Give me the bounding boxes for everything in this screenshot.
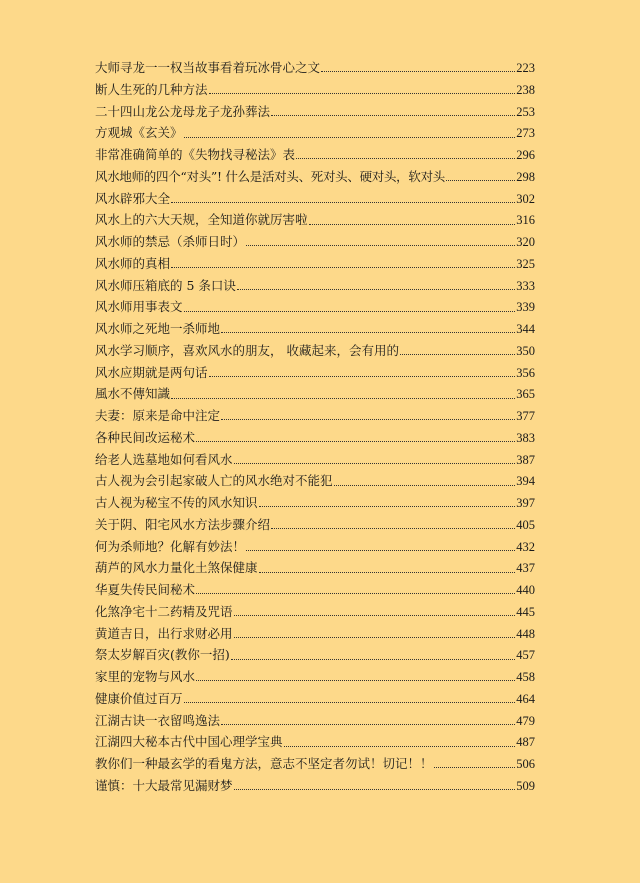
toc-entry-title: 古人视为会引起家破人亡的风水绝对不能犯 — [95, 473, 333, 489]
toc-entry[interactable] — [95, 275, 535, 297]
toc-entry[interactable] — [95, 470, 535, 492]
dot-leader — [234, 789, 516, 790]
toc-entry[interactable] — [95, 318, 535, 340]
toc-entry-title: 風水不傳知識 — [95, 386, 171, 402]
dot-leader — [196, 593, 515, 594]
toc-entry-title: 祭太岁解百灾(教你一招) — [95, 647, 230, 663]
toc-entry[interactable] — [95, 731, 535, 753]
table-of-contents — [95, 57, 535, 797]
toc-entry-page: 432 — [516, 539, 535, 554]
toc-entry-title: 大师寻龙一一权当故事看着玩冰骨心之文 — [95, 60, 321, 75]
toc-entry-page: 479 — [516, 713, 535, 728]
toc-entry[interactable] — [95, 775, 535, 797]
toc-entry[interactable] — [95, 101, 535, 123]
dot-leader — [196, 680, 515, 681]
toc-entry-page: 298 — [516, 169, 535, 184]
dot-leader — [400, 354, 515, 355]
toc-entry-page: 339 — [516, 300, 535, 315]
toc-entry-title: 江湖四大秘本古代中国心理学宝典 — [95, 734, 283, 750]
dot-leader — [237, 289, 515, 290]
toc-entry[interactable] — [95, 57, 535, 79]
toc-entry-page: 457 — [516, 648, 535, 663]
dot-leader — [321, 71, 515, 72]
dot-leader — [434, 767, 516, 768]
toc-entry[interactable] — [95, 383, 535, 405]
toc-entry[interactable] — [95, 579, 535, 601]
toc-entry-page: 394 — [516, 474, 535, 489]
toc-entry[interactable] — [95, 601, 535, 623]
toc-entry-title: 风水上的六大天规，全知道你就厉害啦 — [95, 212, 308, 228]
toc-entry-page: 377 — [516, 409, 535, 423]
toc-entry-title: 葫芦的风水力量化土煞保健康 — [95, 560, 258, 576]
dot-leader — [231, 659, 515, 660]
dot-leader — [196, 441, 515, 442]
dot-leader — [209, 93, 516, 94]
toc-entry-page: 325 — [516, 256, 535, 271]
toc-entry-title: 健康价值过百万 — [95, 690, 183, 706]
toc-entry-page: 509 — [516, 778, 535, 793]
toc-entry[interactable] — [95, 144, 535, 166]
toc-entry[interactable] — [95, 253, 535, 275]
toc-entry-page: 223 — [516, 61, 535, 75]
dot-leader — [446, 180, 515, 181]
toc-entry-title: 方观城《玄关》 — [95, 125, 183, 141]
toc-entry-title: 夫妻：原来是命中注定 — [95, 408, 221, 423]
toc-entry-page: 350 — [516, 343, 535, 358]
toc-entry-page: 296 — [516, 148, 535, 162]
dot-leader — [184, 311, 516, 312]
toc-entry-title: 何为杀师地？化解有妙法！ — [95, 538, 246, 554]
dot-leader — [234, 637, 516, 638]
dot-leader — [184, 702, 516, 703]
toc-entry[interactable] — [95, 623, 535, 645]
dot-leader — [171, 267, 515, 268]
toc-entry[interactable] — [95, 514, 535, 536]
toc-entry-page: 445 — [516, 604, 535, 619]
toc-entry-title: 古人视为秘宝不传的风水知识 — [95, 495, 258, 510]
toc-entry[interactable] — [95, 710, 535, 732]
toc-entry-page: 448 — [516, 626, 535, 641]
toc-entry-title: 华夏失传民间秘术 — [95, 582, 196, 597]
toc-entry-title: 二十四山龙公龙母龙子龙孙葬法 — [95, 103, 271, 119]
toc-entry-title: 风水师用事表文 — [95, 299, 183, 315]
dot-leader — [171, 398, 515, 399]
toc-entry-title: 给老人选墓地如何看风水 — [95, 451, 233, 467]
toc-entry-page: 320 — [516, 235, 535, 249]
toc-entry-title: 化煞净宅十二药精及咒语 — [95, 603, 233, 619]
toc-entry-title: 风水师之死地一杀师地 — [95, 321, 221, 336]
dot-leader — [271, 115, 515, 116]
toc-entry-page: 387 — [516, 452, 535, 467]
toc-entry-page: 238 — [516, 82, 535, 97]
toc-entry-page: 487 — [516, 735, 535, 750]
toc-entry[interactable] — [95, 405, 535, 427]
dot-leader — [221, 419, 515, 420]
toc-entry[interactable] — [95, 362, 535, 384]
toc-entry-page: 356 — [516, 365, 535, 380]
dot-leader — [234, 463, 516, 464]
toc-entry-page: 273 — [516, 126, 535, 141]
toc-entry-title: 风水辟邪大全 — [95, 190, 171, 206]
toc-entry[interactable] — [95, 427, 535, 449]
toc-entry-title: 家里的宠物与风水 — [95, 669, 196, 684]
toc-entry-page: 397 — [516, 496, 535, 510]
toc-entry[interactable] — [95, 644, 535, 666]
dot-leader — [271, 528, 515, 529]
toc-entry-page: 253 — [516, 104, 535, 119]
toc-entry[interactable] — [95, 666, 535, 688]
toc-entry-title: 各种民间改运秘术 — [95, 429, 196, 445]
toc-entry-page: 365 — [516, 387, 535, 402]
toc-entry-page: 458 — [516, 670, 535, 684]
toc-entry[interactable] — [95, 449, 535, 471]
dot-leader — [246, 245, 515, 246]
dot-leader — [171, 202, 515, 203]
dot-leader — [296, 158, 515, 159]
dot-leader — [234, 615, 516, 616]
toc-entry-page: 383 — [516, 430, 535, 445]
toc-entry-title: 黄道吉日，出行求财必用 — [95, 625, 233, 641]
toc-entry-title: 风水师的禁忌（杀师日时） — [95, 234, 246, 249]
toc-entry[interactable] — [95, 536, 535, 558]
toc-entry-page: 437 — [516, 561, 535, 576]
dot-leader — [221, 332, 515, 333]
dot-leader — [259, 506, 516, 507]
toc-entry-title: 风水师的真相 — [95, 255, 171, 271]
dot-leader — [246, 550, 515, 551]
toc-entry[interactable] — [95, 188, 535, 210]
toc-entry-title: 非常准确简单的《失物找寻秘法》表 — [95, 147, 296, 162]
toc-entry-title: 关于阴、阳宅风水方法步骤介绍 — [95, 516, 271, 532]
toc-entry[interactable] — [95, 79, 535, 101]
dot-leader — [284, 746, 516, 747]
toc-entry[interactable] — [95, 231, 535, 253]
dot-leader — [184, 137, 516, 138]
toc-entry-title: 风水地师的四个“对头”! 什么是活对头、死对头、硬对头，软对头 — [95, 168, 445, 184]
toc-entry-page: 464 — [516, 691, 535, 706]
toc-entry[interactable] — [95, 166, 535, 188]
toc-entry[interactable] — [95, 688, 535, 710]
toc-entry-title: 风水师压箱底的 5 条口诀 — [95, 277, 236, 293]
toc-entry-page: 316 — [516, 213, 535, 228]
dot-leader — [221, 724, 515, 725]
toc-entry[interactable] — [95, 340, 535, 362]
toc-entry-page: 506 — [516, 757, 535, 771]
toc-entry[interactable] — [95, 557, 535, 579]
toc-entry-page: 344 — [516, 322, 535, 336]
toc-entry-title: 风水应期就是两句话 — [95, 364, 208, 380]
toc-entry-title: 谨慎：十大最常见漏财梦 — [95, 777, 233, 793]
toc-entry[interactable] — [95, 122, 535, 144]
toc-entry[interactable] — [95, 492, 535, 514]
dot-leader — [309, 224, 516, 225]
toc-entry-page: 440 — [516, 583, 535, 597]
dot-leader — [334, 485, 516, 486]
toc-entry-title: 断人生死的几种方法 — [95, 81, 208, 97]
dot-leader — [209, 376, 516, 377]
toc-entry-page: 405 — [516, 517, 535, 532]
toc-entry-title: 风水学习顺序，喜欢风水的朋友， 收藏起来，会有用的 — [95, 342, 399, 358]
toc-entry-page: 333 — [516, 278, 535, 293]
toc-entry[interactable] — [95, 753, 535, 775]
toc-entry-title: 教你们一种最玄学的看鬼方法，意志不坚定者勿试！切记！！ — [95, 756, 433, 771]
toc-entry-page: 302 — [516, 191, 535, 206]
toc-entry-title: 江湖古诀一衣留鸣逸法 — [95, 712, 221, 728]
toc-entry[interactable] — [95, 296, 535, 318]
toc-entry[interactable] — [95, 209, 535, 231]
dot-leader — [259, 572, 516, 573]
